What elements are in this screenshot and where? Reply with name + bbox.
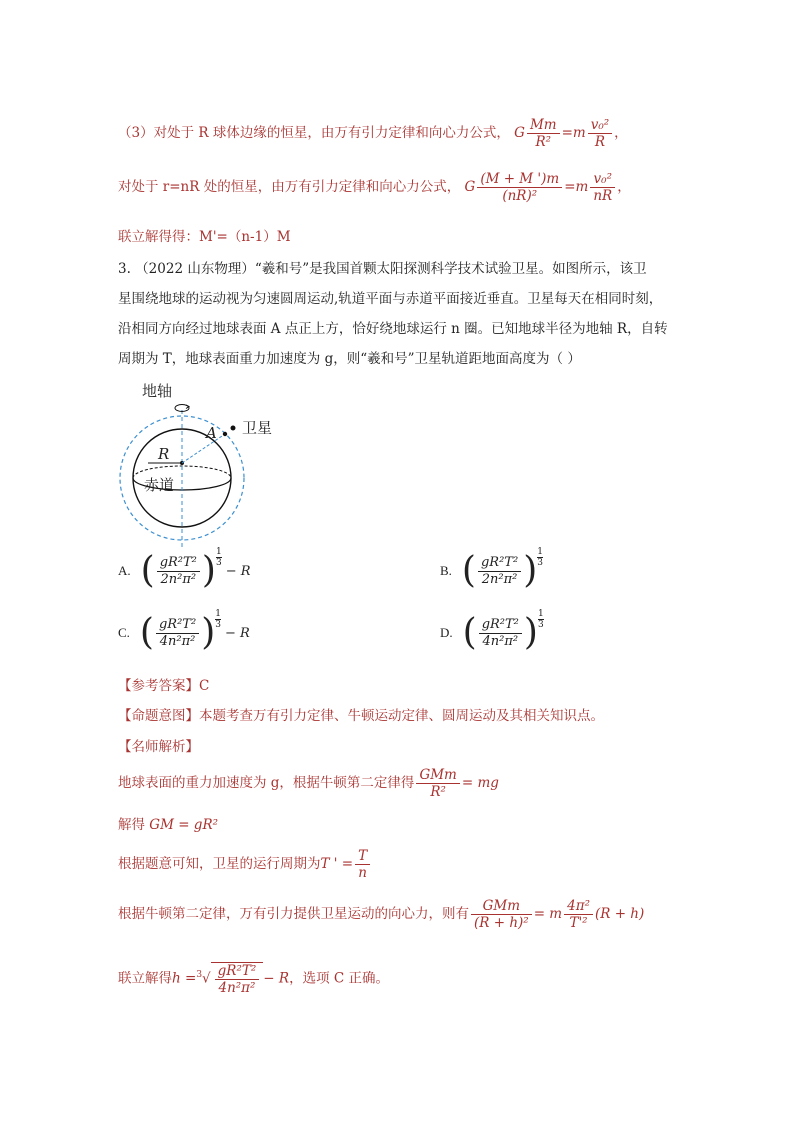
step5-radicand [211,962,264,996]
option-d-exp [538,609,544,630]
satellite-dot [231,426,236,431]
exp-den: 3 [215,620,221,630]
radius-label: R [158,445,170,463]
eq1-rhs-den: R [594,134,605,150]
paren-left: ( [139,612,154,653]
paren-left: ( [462,612,477,653]
option-a-den: 2n²π² [160,571,197,587]
analysis-step3 [118,848,372,881]
eq2-comma: ， [617,179,631,195]
question-line4: 周期为 T，地球表面重力加速度为 g，则“羲和号”卫星轨道距地面高度为（ ） [118,351,581,367]
step5-tail: − R [263,970,290,987]
paren-left: ( [461,550,476,591]
eq1-eq: = [561,125,573,141]
exp-num: 1 [215,609,221,619]
part3-eq2 [464,171,631,204]
step4-frac [471,898,532,931]
step5-end: ，选项 C 正确。 [289,970,389,987]
earth-diagram [118,378,288,548]
eq2-rhs-frac [590,171,615,204]
option-a-frac [157,555,200,588]
step1-text: 地球表面的重力加速度为 g，根据牛顿第二定律得 [118,775,415,791]
step3-lhs: T ' = [320,856,354,872]
step3-den: n [358,865,367,881]
reference-answer: 【参考答案】C [118,678,210,694]
part3-eq1 [514,117,628,150]
question-line1: 3. （2022 山东物理）“羲和号”是我国首颗太阳探测科学技术试验卫星。如图所示，该卫 [118,261,647,277]
option-c-tail: − R [224,625,250,641]
option-c-exp [215,609,221,630]
option-c[interactable] [118,609,250,653]
eq1-den: R² [535,134,552,150]
part3-line1-text: （3）对处于 R 球体边缘的恒星，由万有引力定律和向心力公式， [118,125,510,141]
part3-line3: 联立解得得：M'=（n-1）M [118,229,291,245]
option-d[interactable] [440,609,548,653]
option-b-den: 2n²π² [481,571,518,587]
step5-num: gR²T² [215,963,260,980]
eq1-num: Mm [527,117,560,134]
root-sign: √ [202,970,211,987]
step2-eq: GM = gR² [149,817,219,833]
option-b-letter: B. [440,562,452,578]
point-A-label: A [206,424,217,442]
paren-left: ( [140,550,155,591]
center-to-A-line [182,434,225,463]
step1-num: GMm [416,767,459,784]
option-c-num: gR²T² [156,617,199,634]
step1-frac [416,767,459,800]
eq1-frac [527,117,560,150]
step4-num2: 4π² [564,898,593,915]
exp-den: 3 [215,558,222,568]
eq2-frac [477,171,562,204]
option-a-num: gR²T² [157,555,200,572]
eq2-G: G [464,179,476,195]
paren-right: ) [201,612,216,653]
step3-text: 根据题意可知，卫星的运行周期为 [118,856,321,872]
step5-frac [215,963,260,996]
step5-den: 4n²π² [218,980,256,996]
step5-root-index: 3 [196,970,203,980]
exp-num: 1 [537,609,544,619]
exp-den: 3 [537,558,543,568]
step4-den2: T'² [569,915,588,931]
paren-right: ) [523,612,538,653]
exp-num: 1 [537,547,543,557]
step4-num: GMm [471,898,532,915]
eq2-m: m [575,179,589,195]
option-b-num: gR²T² [478,555,521,572]
option-d-letter: D. [440,624,453,640]
proposition-intent: 【命题意图】本题考查万有引力定律、牛顿运动定律、圆周运动及其相关知识点。 [118,708,604,724]
exp-num: 1 [215,547,222,557]
option-b[interactable] [440,547,547,591]
option-b-frac [478,555,521,588]
part3-line2 [118,171,631,204]
step4-den: (R + h)² [474,915,529,931]
step1-den: R² [430,784,446,800]
step5-text: 联立解得 [118,970,172,987]
option-b-exp [537,547,543,568]
option-c-den: 4n²π² [159,633,196,649]
satellite-label: 卫星 [242,419,273,437]
option-d-den: 4n²π² [482,633,519,649]
option-a-tail: − R [225,563,251,579]
eq1-comma: ， [614,125,628,141]
eq2-eq: = [564,179,576,195]
eq2-rhs-den: nR [593,188,613,204]
option-d-frac [479,617,522,650]
exp-den: 3 [537,620,544,630]
eq1-G: G [514,125,525,141]
option-c-frac [156,617,199,650]
step3-num: T [355,848,370,865]
equator-label: 赤道 [144,476,175,494]
paren-right: ) [523,550,538,591]
option-a[interactable] [118,547,251,591]
eq1-rhs-num: v₀² [588,117,612,134]
eq2-den: (nR)² [502,188,538,204]
option-c-letter: C. [118,624,130,640]
step4-tail: (R + h) [594,906,645,922]
step5-lhs: h = [172,970,197,987]
axis-label: 地轴 [142,382,173,400]
option-a-exp [216,547,222,568]
question-line3: 沿相同方向经过地球表面 A 点正上方，恰好绕地球运行 n 圈。已知地球半径为地轴 R，自转 [118,321,668,337]
step4-frac2 [564,898,593,931]
paren-right: ) [201,550,216,591]
analysis-step2 [118,815,218,835]
part3-line1 [118,117,628,150]
step2-text: 解得 [118,817,145,833]
step1-rhs: = mg [461,775,499,791]
eq1-rhs-frac [588,117,612,150]
step3-frac [355,848,370,881]
analysis-title: 【名师解析】 [118,739,199,755]
analysis-step4 [118,898,644,931]
analysis-step5 [118,962,389,996]
option-a-letter: A. [118,562,131,578]
eq2-rhs-num: v₀² [590,171,615,188]
point-A-dot [223,432,227,436]
analysis-step1 [118,767,499,800]
question-line2: 星围绕地球的运动视为匀速圆周运动,轨道平面与赤道平面接近垂直。卫星每天在相同时刻， [118,291,663,307]
step4-text: 根据牛顿第二定律，万有引力提供卫星运动的向心力，则有 [118,906,469,922]
part3-line2-text: 对处于 r=nR 处的恒星，由万有引力定律和向心力公式， [118,179,461,195]
option-d-num: gR²T² [479,617,522,634]
eq2-num: (M + M ')m [477,171,562,188]
eq1-m: m [572,125,586,141]
earth-diagram-svg [118,378,288,548]
step4-eq: = m [533,906,563,922]
